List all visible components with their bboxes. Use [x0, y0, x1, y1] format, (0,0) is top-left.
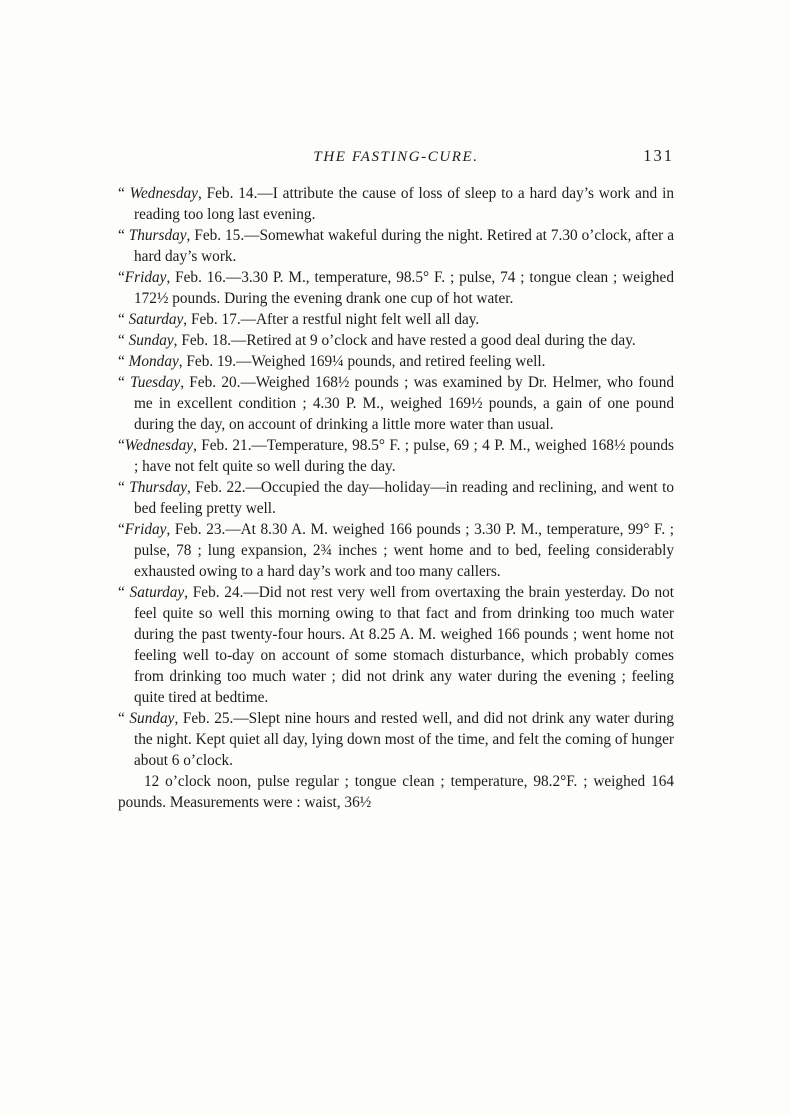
entry-text: , Feb. 25.—Slept nine hours and rested well, and did not drink any water during the night. Kept quiet all day, lying down most of the time, and felt the coming of hunger about 6 o’clock.: [134, 710, 674, 769]
text-block: [118, 146, 674, 813]
entry-text: , Feb. 16.—3.30 P. M., temperature, 98.5° F. ; pulse, 74 ; tongue clean ; weighed 172½ pounds. During the evening drank one cup of hot water.: [134, 269, 674, 307]
entry-text: , Feb. 19.—Weighed 169¼ pounds, and retired feeling well.: [178, 353, 546, 370]
diary-entry: [118, 225, 674, 267]
entry-text: , Feb. 14.—I attribute the cause of loss of sleep to a hard day’s work and in reading too long last evening.: [134, 185, 674, 223]
entry-open-quote: “: [118, 584, 130, 601]
entry-day: Wednesday: [129, 185, 198, 202]
entry-open-quote: “: [118, 311, 129, 328]
diary-entry: [118, 708, 674, 771]
entry-open-quote: “: [118, 227, 129, 244]
diary-entry: [118, 183, 674, 225]
entry-open-quote: “: [118, 269, 125, 286]
entry-day: Saturday: [129, 584, 185, 601]
entry-day: Wednesday: [124, 437, 194, 454]
entry-text: , Feb. 21.—Temperature, 98.5° F. ; pulse, 69 ; 4 P. M., weighed 168½ pounds ; have not felt quite so well during the day.: [134, 437, 674, 475]
entry-text: , Feb. 18.—Retired at 9 o’clock and have rested a good deal during the day.: [173, 332, 636, 349]
entry-open-quote: “: [118, 353, 129, 370]
entry-day: Friday: [124, 269, 167, 286]
entry-text: , Feb. 17.—After a restful night felt well all day.: [183, 311, 480, 328]
entry-day: Sunday: [128, 332, 174, 349]
entry-text: , Feb. 23.—At 8.30 A. M. weighed 166 pounds ; 3.30 P. M., temperature, 99° F. ; pulse, 78 ; lung expansion, 2¾ inches ; went home and to bed, feeling considerably exhausted owing to a hard day’s work and too many callers.: [134, 521, 674, 580]
entry-open-quote: “: [118, 332, 129, 349]
entry-day: Friday: [124, 521, 167, 538]
page-title: THE FASTING-CURE.: [313, 149, 479, 165]
entry-day: Tuesday: [130, 374, 181, 391]
diary-entry: [118, 372, 674, 435]
entry-day: Thursday: [128, 227, 187, 244]
entry-text: , Feb. 24.—Did not rest very well from overtaxing the brain yesterday. Do not feel quite so well this morning owing to that fact and from drinking too much water during the past twenty-four hours. At 8.25 A. M. weighed 166 pounds ; went home not feeling well to-day on account of some stomach disturbance, which probably comes from drinking too much water ; did not drink any water during the evening ; feeling quite tired at bedtime.: [134, 584, 674, 706]
entry-day: Sunday: [129, 710, 175, 727]
diary-entry: [118, 582, 674, 708]
entry-text: , Feb. 15.—Somewhat wakeful during the night. Retired at 7.30 o’clock, after a hard day’s work.: [134, 227, 674, 265]
page-number: 131: [643, 146, 675, 165]
diary-entry: [118, 267, 674, 309]
closing-paragraph: 12 o’clock noon, pulse regular ; tongue clean ; temperature, 98.2°F. ; weighed 164 pounds. Measurements were : waist, 36½: [118, 773, 674, 811]
entry-day: Monday: [128, 353, 179, 370]
entry-day: Thursday: [129, 479, 188, 496]
entry-text: , Feb. 22.—Occupied the day—holiday—in reading and reclining, and went to bed feeling pretty well.: [134, 479, 674, 517]
diary-entry: [118, 435, 674, 477]
running-head: [118, 146, 674, 166]
entry-open-quote: “: [118, 374, 131, 391]
entry-open-quote: “: [118, 437, 125, 454]
entry-open-quote: “: [118, 479, 130, 496]
diary-entry: [118, 477, 674, 519]
diary-entry: [118, 519, 674, 582]
entry-day: Saturday: [128, 311, 184, 328]
entry-open-quote: “: [118, 521, 125, 538]
diary-entry: [118, 330, 674, 351]
diary-entry: [118, 309, 674, 330]
body-copy: [118, 183, 674, 813]
entry-open-quote: “: [118, 710, 130, 727]
entry-text: , Feb. 20.—Weighed 168½ pounds ; was examined by Dr. Helmer, who found me in excellent condition ; 4.30 P. M., weighed 169½ pounds, a gain of one pound during the day, on account of drinking a little more water than usual.: [134, 374, 674, 433]
diary-entry: [118, 351, 674, 372]
entry-open-quote: “: [118, 185, 130, 202]
